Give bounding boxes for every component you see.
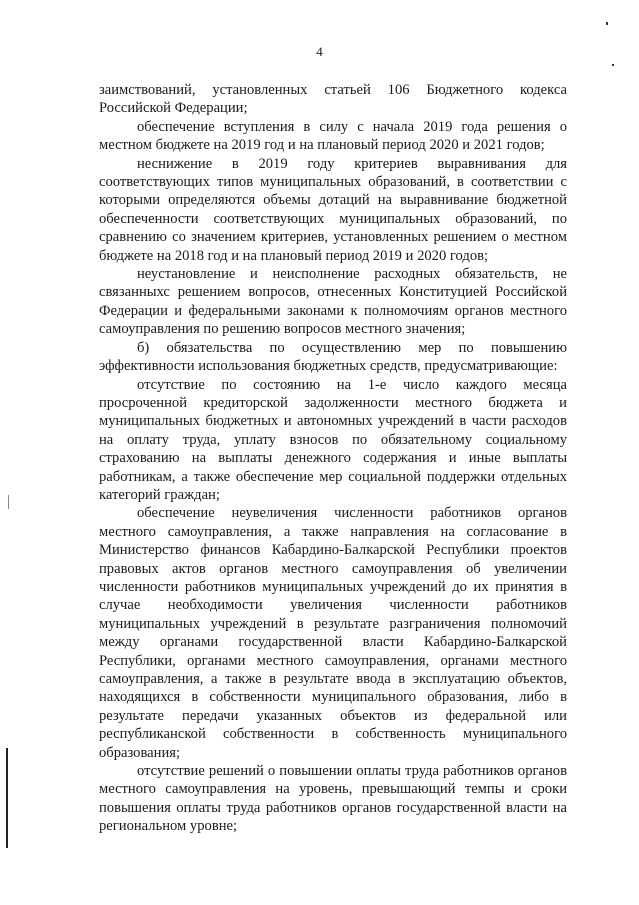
paragraph: неснижение в 2019 году критериев выравнивания для соответствующих типов муниципальных образований, в соответствии с которыми определяются объемы дотаций на выравнивание бюджетной обеспеченности соответствующих муниципальных образований, по сравнению со значением критериев, установленных решением о местном бюджете на 2018 год и на плановый период 2019 и 2020 годов; [99, 155, 567, 264]
page-number: 4 [316, 44, 323, 59]
scan-edge-mark [6, 748, 8, 848]
paragraph: заимствований, установленных статьей 106 Бюджетного кодекса Российской Федерации; [99, 82, 567, 117]
paragraph: отсутствие по состоянию на 1-е число каждого месяца просроченной кредиторской задолженности местного бюджета и муниципальных бюджетных и автономных учреждений в части расходов на оплату труда, уплату взносов по обязательному социальному страхованию на выплаты денежного содержания и иные выплаты работникам, а также обеспечение мер социальной поддержки отдельных категорий граждан; [99, 376, 567, 503]
paragraph: неустановление и неисполнение расходных обязательств, не связанныхс решением вопросов, отнесенных Конституцией Российской Федерации и федеральными законами к полномочиям органов местного самоуправления по решению вопросов местного значения; [99, 266, 567, 338]
paragraph: обеспечение вступления в силу с начала 2019 года решения о местном бюджете на 2019 год и на плановый период 2020 и 2021 годов; [99, 118, 567, 154]
body-text [99, 81, 567, 836]
scan-edge-mark [8, 495, 9, 509]
paragraph: б) обязательства по осуществлению мер по повышению эффективности использования бюджетных средств, предусматривающие: [99, 339, 567, 375]
scan-speck [606, 22, 608, 25]
paragraph: отсутствие решений о повышении оплаты труда работников органов местного самоуправления на уровень, превышающий темпы и сроки повышения оплаты труда работников органов государственной власти на региональном уровне; [99, 763, 567, 835]
scan-speck [612, 64, 614, 66]
paragraph: обеспечение неувеличения численности работников органов местного самоуправления, а также направления на согласование в Министерство финансов Кабардино-Балкарской Республики проектов правовых актов органов местного самоуправления об увеличении численности работников муниципальных учреждений до их принятия в случае необходимости увеличения численности работников муниципальных учреждений в результате разграничения полномочий между органами государственной власти Кабардино-Балкарской Республики, органами местного самоуправления, органами местного самоуправления, а также в результате ввода в эксплуатацию объектов, находящихся в собственности муниципального образования, либо в результате передачи указанных объектов из федеральной или республиканской собственности в собственность муниципального образования; [99, 505, 567, 761]
